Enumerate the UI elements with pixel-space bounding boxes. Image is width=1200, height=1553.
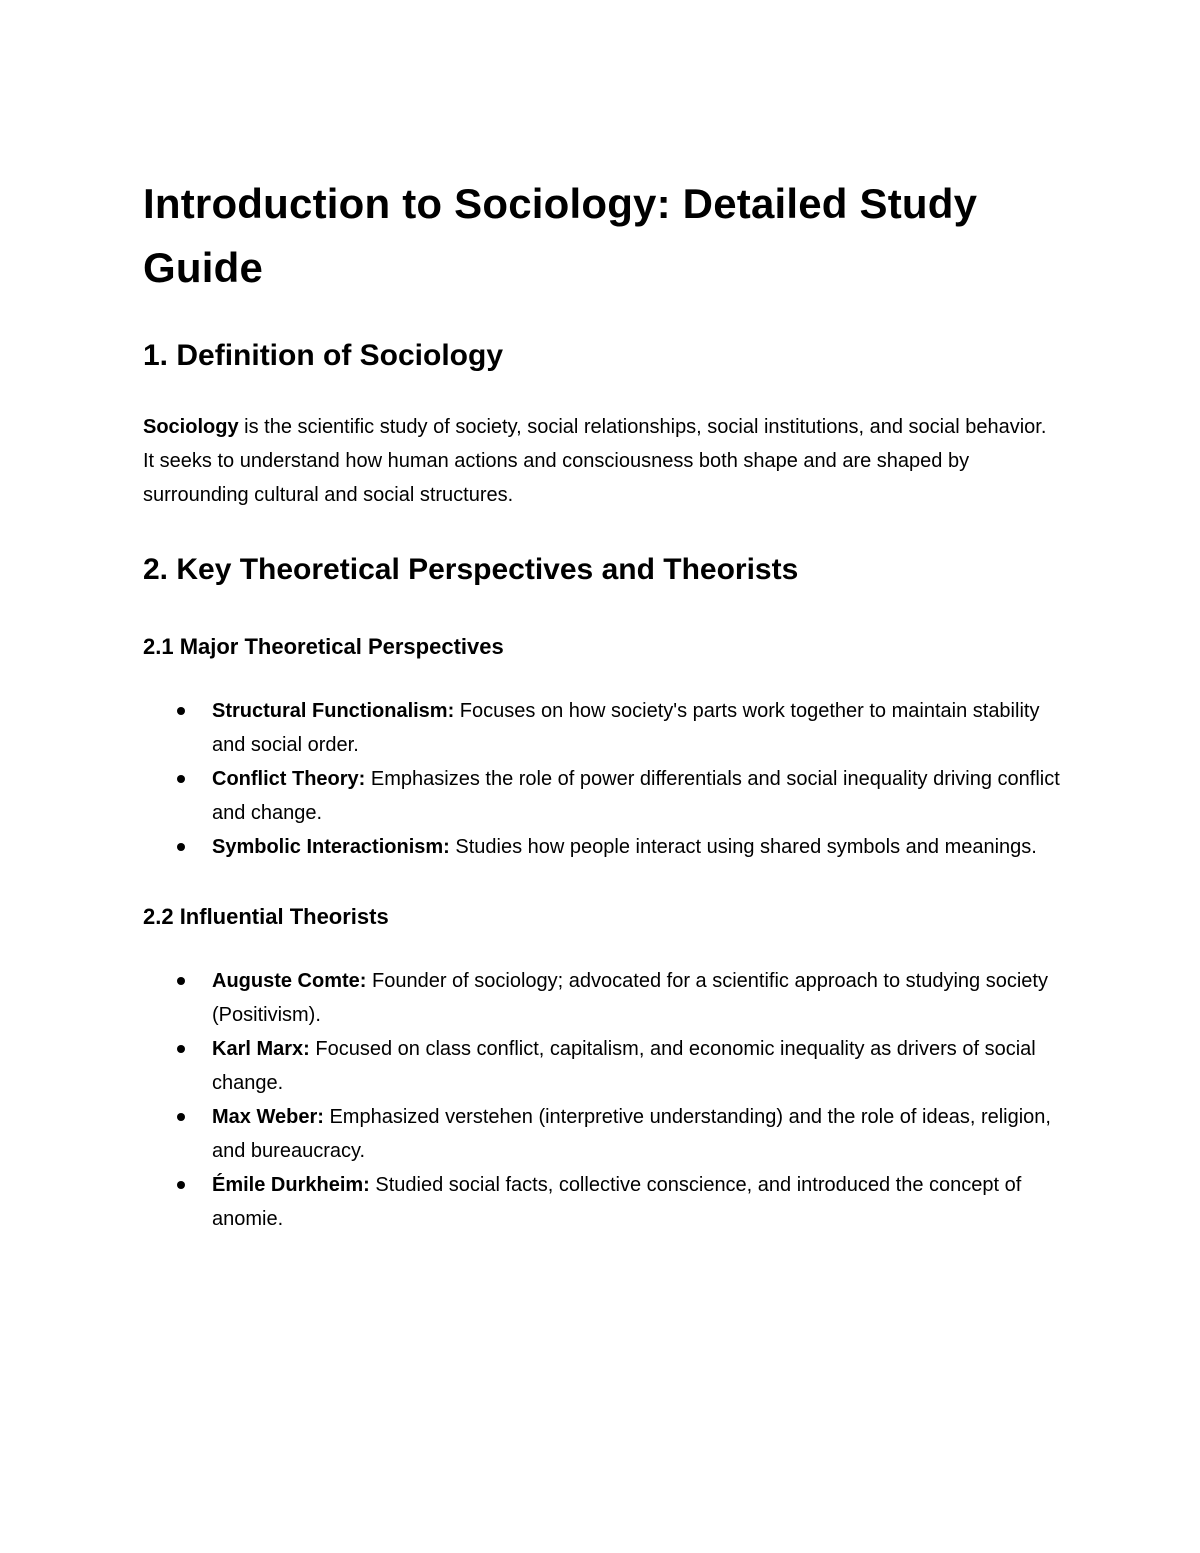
subsection-heading-perspectives: 2.1 Major Theoretical Perspectives [143, 634, 504, 659]
list-item [143, 1100, 1063, 1168]
list-item-term: Conflict Theory: [212, 768, 366, 790]
bullet-icon [177, 843, 185, 851]
bullet-icon [177, 1181, 185, 1189]
list-item-text: Emphasized verstehen (interpretive understanding) and the role of ideas, religion, and bureaucracy. [212, 1106, 1051, 1162]
bullet-icon [177, 1045, 185, 1053]
list-item-term: Max Weber: [212, 1106, 324, 1128]
theorists-list [143, 964, 1063, 1236]
section-heading-perspectives-theorists: 2. Key Theoretical Perspectives and Theorists [143, 553, 799, 586]
bullet-icon [177, 775, 185, 783]
definition-paragraph [143, 410, 1063, 512]
list-item [143, 1168, 1063, 1236]
list-item-term: Structural Functionalism: [212, 700, 455, 722]
list-item-term: Émile Durkheim: [212, 1174, 370, 1196]
section-heading-definition: 1. Definition of Sociology [143, 339, 503, 372]
perspectives-list [143, 694, 1063, 864]
list-item-term: Karl Marx: [212, 1038, 310, 1060]
bullet-icon [177, 977, 185, 985]
list-item [143, 694, 1063, 762]
list-item-text: Founder of sociology; advocated for a scientific approach to studying society (Positivism). [212, 970, 1048, 1026]
list-item [143, 830, 1063, 864]
definition-term: Sociology [143, 416, 239, 438]
list-item [143, 1032, 1063, 1100]
list-item-term: Auguste Comte: [212, 970, 367, 992]
document-title: Introduction to Sociology: Detailed Study Guide [143, 180, 978, 291]
list-item-term: Symbolic Interactionism: [212, 836, 450, 858]
list-item-text: Focused on class conflict, capitalism, and economic inequality as drivers of social change. [212, 1038, 1036, 1094]
definition-text: is the scientific study of society, social relationships, social institutions, and social behavior. It seeks to understand how human actions and consciousness both shape and are shaped by surrounding cultural and social structures. [143, 416, 1047, 506]
list-item-text: Emphasizes the role of power differentials and social inequality driving conflict and change. [212, 768, 1060, 824]
list-item-text: Studies how people interact using shared symbols and meanings. [449, 836, 1037, 858]
document-page [143, 172, 1063, 1236]
list-item-text: Focuses on how society's parts work together to maintain stability and social order. [212, 700, 1040, 756]
list-item-text: Studied social facts, collective conscience, and introduced the concept of anomie. [212, 1174, 1022, 1230]
list-item [143, 964, 1063, 1032]
subsection-heading-theorists: 2.2 Influential Theorists [143, 904, 389, 929]
bullet-icon [177, 707, 185, 715]
list-item [143, 762, 1063, 830]
bullet-icon [177, 1113, 185, 1121]
